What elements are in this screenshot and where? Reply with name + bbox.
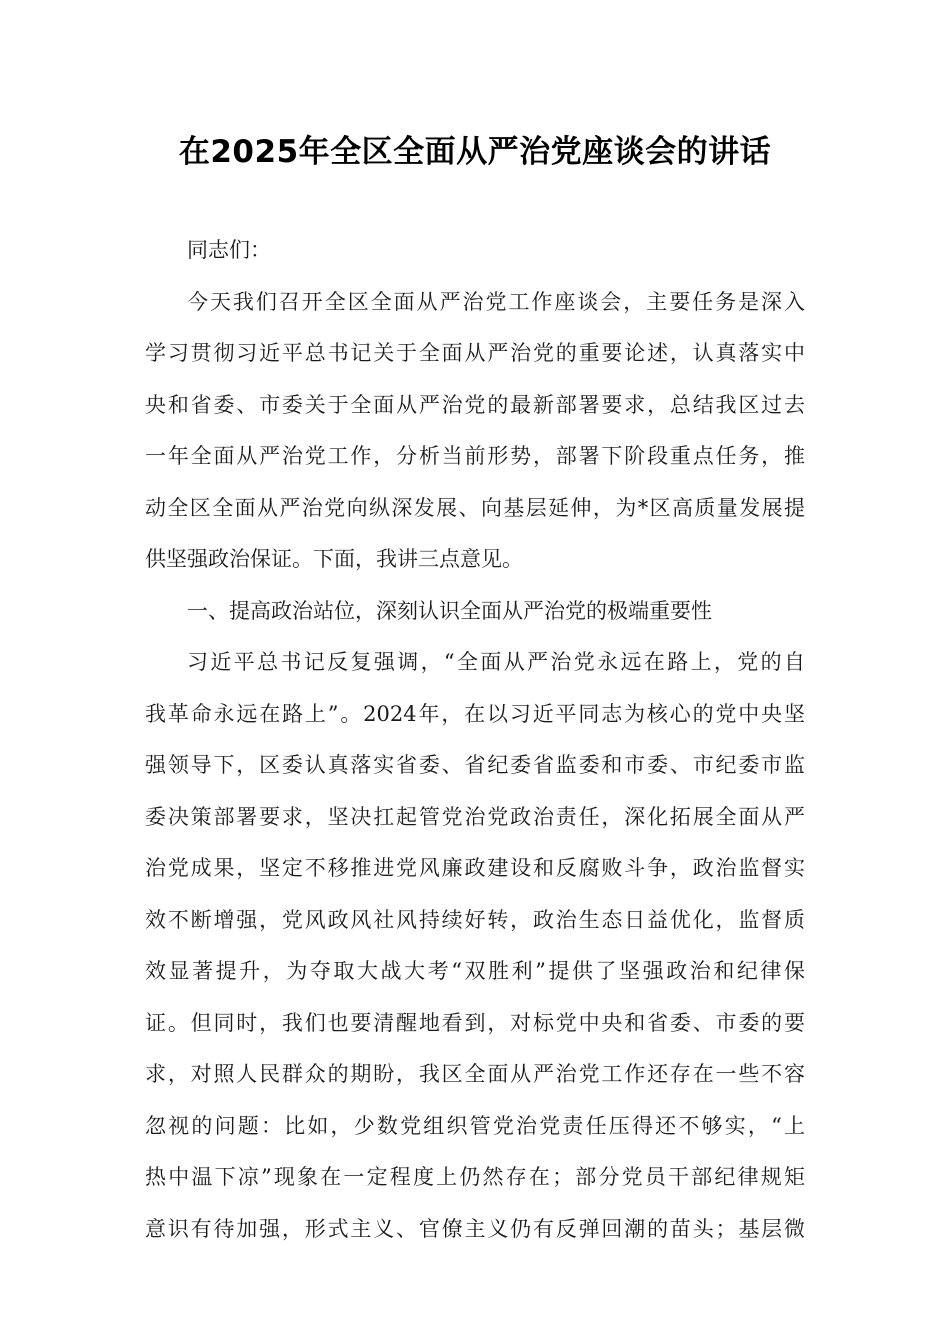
section-heading: 一、提高政治站位，深刻认识全面从严治党的极端重要性: [187, 598, 712, 623]
paragraph-line: 供坚强政治保证。下面，我讲三点意见。: [145, 547, 523, 571]
paragraph-line: 学习贯彻习近平总书记关于全面从严治党的重要论述，认真落实中: [145, 341, 805, 365]
paragraph-line: 央和省委、市委关于全面从严治党的最新部署要求，总结我区过去: [145, 392, 805, 417]
paragraph-line: 效显著提升，为夺取大战大考“双胜利”提供了坚强政治和纪律保: [145, 959, 805, 983]
document-body: [145, 225, 805, 1255]
paragraph-line: 我革命永远在路上”。2024年，在以习近平同志为核心的党中央坚: [145, 701, 805, 726]
greeting-line: 同志们：: [187, 238, 271, 262]
paragraph-line: 强领导下，区委认真落实省委、省纪委省监委和市委、市纪委市监: [145, 753, 805, 777]
paragraph-line: 忽视的问题：比如，少数党组织管党治党责任压得还不够实，“上: [145, 1113, 805, 1138]
paragraph-line: 治党成果，坚定不移推进党风廉政建设和反腐败斗争，政治监督实: [145, 856, 805, 880]
paragraph-line: 求，对照人民群众的期盼，我区全面从严治党工作还存在一些不容: [145, 1062, 805, 1086]
paragraph-line: 热中温下凉”现象在一定程度上仍然存在；部分党员干部纪律规矩: [145, 1165, 805, 1189]
paragraph-line: 一年全面从严治党工作，分析当前形势，部署下阶段重点任务，推: [145, 444, 805, 468]
paragraph-line: 意识有待加强，形式主义、官僚主义仍有反弹回潮的苗头；基层微: [145, 1216, 805, 1241]
paragraph-line: 证。但同时，我们也要清醒地看到，对标党中央和省委、市委的要: [145, 1010, 805, 1035]
paragraph-line: 动全区全面从严治党向纵深发展、向基层延伸，为*区高质量发展提: [145, 495, 805, 520]
paragraph-line: 委决策部署要求，坚决扛起管党治党政治责任，深化拓展全面从严: [145, 804, 805, 829]
paragraph-line: 习近平总书记反复强调，“全面从严治党永远在路上，党的自: [187, 650, 805, 674]
document-title: 在2025年全区全面从严治党座谈会的讲话: [178, 134, 772, 170]
paragraph-line: 今天我们召开全区全面从严治党工作座谈会，主要任务是深入: [187, 289, 805, 314]
paragraph-line: 效不断增强，党风政风社风持续好转，政治生态日益优化，监督质: [145, 907, 805, 932]
